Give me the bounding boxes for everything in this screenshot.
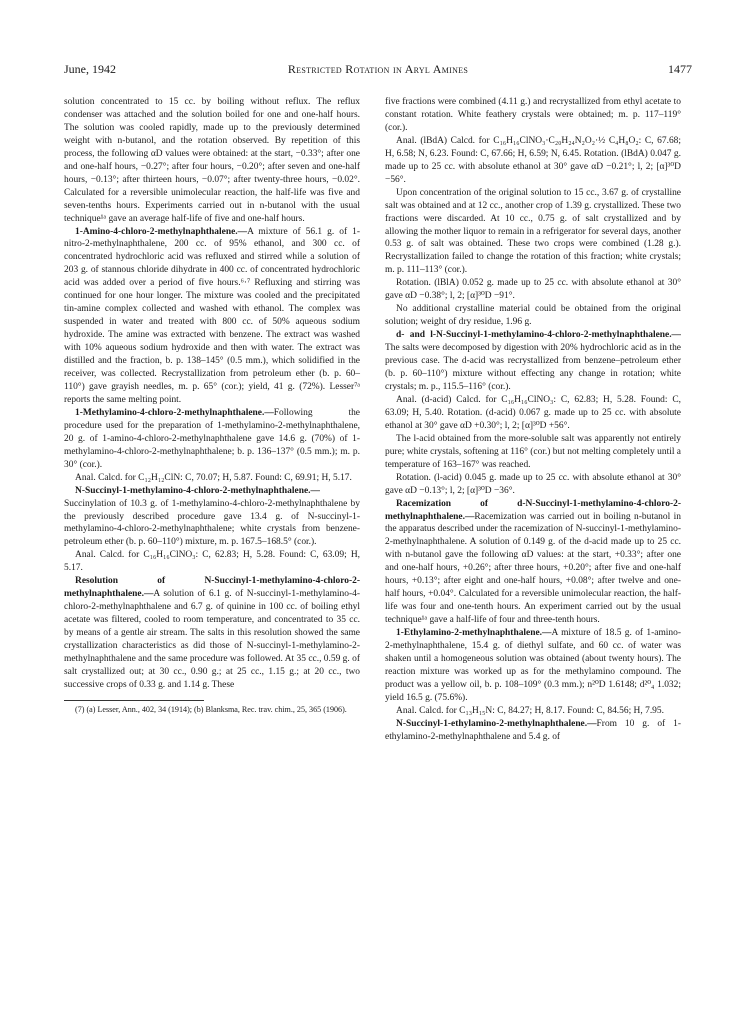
paragraph: Rotation. (lBlA) 0.052 g. made up to 25 cc. with absolute ethanol at 30° gave αD −0.38°; l, 2; [α]³⁰D −91°. — [385, 278, 681, 302]
paragraph: 1-Methylamino-4-chloro-2-methylnaphthalene.—Following the procedure used for the preparation of 1-methylamino-2-methylnaphthalene, 20 g. of 1-amino-4-chloro-2-methylnaphthalene gave 14.6 g. (70%) of 1-methylamino-4-chloro-2-methylnaphthalene; b. p. 136–137° (0.5 mm.); m. p. 30° (cor.). — [64, 407, 360, 470]
paragraph: five fractions were combined (4.11 g.) and recrystallized from ethyl acetate to constant rotation. White feathery crystals were obtained; m. p. 117–119° (cor.). — [385, 97, 681, 133]
paragraph: Anal. (lBdA) Calcd. for C₁₆H₁₆ClNO₃·C₂₀H₂₄N₂O₂·½ C₄H₈O₂: C, 67.68; H, 6.58; N, 6.23. Found: C, 67.66; H, 6.59; N, 6.45. Rotation. (lBdA) 0.047 g. made up to 25 cc. with absolute ethanol at 30° gave αD −0.21°; l, 2; [α]³⁰D −56°. — [385, 135, 681, 185]
running-title: Restricted Rotation in Aryl Amines — [287, 62, 469, 76]
left-column — [64, 96, 360, 715]
paragraph: 1-Ethylamino-2-methylnaphthalene.—A mixture of 18.5 g. of 1-amino-2-methylnaphthalene, 15.4 g. of diethyl sulfate, and 60 cc. of water was shaken until a homogeneous solution was obtained (about twenty hours). The reaction mixture was worked up as for the methylamino compound. The product was a yellow oil, b. p. 108–109° (0.3 mm.); n²⁰D 1.6148; d²⁰₄ 1.032; yield 16.5 g. (75.6%). — [385, 628, 681, 703]
paragraph: 1-Amino-4-chloro-2-methylnaphthalene.—A mixture of 56.1 g. of 1-nitro-2-methylnaphthalene, 200 cc. of 95% ethanol, and 300 cc. of concentrated hydrochloric acid was refluxed and stirred while a solution of 203 g. of stannous chloride dihydrate in 400 cc. of concentrated hydrochloric acid was added over a period of five hours.⁶·⁷ Refluxing and stirring was continued for one hour longer. The mixture was cooled and the precipitated tin-amine complex collected and washed with ethanol. The complex was suspended in water and treated with 800 cc. of 50% aqueous sodium hydroxide. The amine was extracted with benzene. The extract was washed with 10% aqueous sodium hydroxide and then with water. The extract was distilled and the fraction, b. p. 138–145° (0.5 mm.), which solidified in the receiver, was collected. Recrystallization from petroleum ether (b. p. 60–110°) gave grayish needles, m. p. 65° (cor.); yield, 41 g. (72%). Lesser⁷ᵃ reports the same melting point. — [64, 226, 360, 405]
header-date: June, 1942 — [64, 62, 116, 76]
paragraph: The l-acid obtained from the more-soluble salt was apparently not entirely pure; white crystals, softening at 116° (cor.) but not melting completely until a temperature of 163–167° was reached. — [385, 433, 681, 470]
footnote: (7) (a) Lesser, Ann., 402, 34 (1914); (b) Blanksma, Rec. trav. chim., 25, 365 (1906). — [75, 704, 347, 714]
right-column — [385, 96, 681, 744]
paragraph: Anal. (d-acid) Calcd. for C₁₆H₁₆ClNO₃: C, 62.83; H, 5.28. Found: C, 63.09; H, 5.40. Rotation. (d-acid) 0.067 g. made up to 25 cc. with absolute ethanol at 30° gave αD +0.30°; l, 2; [α]³⁰D +56°. — [385, 394, 681, 431]
paragraph: Rotation. (l-acid) 0.045 g. made up to 25 cc. with absolute ethanol at 30° gave αD −0.13°; l, 2; [α]³⁰D −36°. — [385, 472, 681, 496]
paragraph: N-Succinyl-1-methylamino-4-chloro-2-methylnaphthalene.—Succinylation of 10.3 g. of 1-methylamino-4-chloro-2-methylnaphthalene by the previously described procedure gave 13.4 g. of N-succinyl-1-methylamino-4-chloro-2-methylnaphthalene; white crystals from benzene-petroleum ether (b. p. 60–110°) mixture, m. p. 167.5–168.5° (cor.). — [64, 485, 360, 548]
paragraph: No additional crystalline material could be obtained from the original solution; weight of dry residue, 1.96 g. — [385, 304, 681, 328]
paragraph: Anal. Calcd. for C₁₂H₁₂ClN: C, 70.07; H, 5.87. Found: C, 69.91; H, 5.17. — [75, 472, 352, 483]
paragraph: Upon concentration of the original solution to 15 cc., 3.67 g. of crystalline salt was obtained and at 12 cc., another crop of 1.39 g. crystallized. These two fractions were discarded. At 10 cc., 0.75 g. of salt crystallized and by allowing the mother liquor to remain in a refrigerator for several days, another 0.53 g. of salt was obtained. These two crops were combined (1.28 g.). Recrystallization failed to change the rotation of this fraction; white crystals; m. p. 111–113° (cor.). — [385, 187, 681, 276]
paragraph: d- and l-N-Succinyl-1-methylamino-4-chloro-2-methylnaphthalene.—The salts were decomposed by digestion with 20% hydrochloric acid as in the previous case. The d-acid was recrystallized from benzene–petroleum ether (b. p. 60–110°) mixture without effecting any change in rotation; white crystals; m. p., 115.5–116° (cor.). — [385, 330, 681, 392]
paragraph: Anal. Calcd. for C₁₆H₁₆ClNO₃: C, 62.83; H, 5.28. Found: C, 63.09; H, 5.17. — [64, 550, 360, 574]
paragraph: Anal. Calcd. for C₁₃H₁₅N: C, 84.27; H, 8.17. Found: C, 84.56; H, 7.95. — [396, 705, 664, 716]
paragraph: N-Succinyl-1-ethylamino-2-methylnaphthalene.—From 10 g. of 1-ethylamino-2-methylnaphthalene and 5.4 g. of — [385, 718, 681, 742]
page-number: 1477 — [668, 62, 692, 76]
page-header — [64, 62, 692, 78]
paragraph: solution concentrated to 15 cc. by boiling without reflux. The reflux condenser was attached and the solution boiled for one and one-half hours. The solution was cooled rapidly, made up to the previously determined weight with n-butanol, and the rotation observed. By repetition of this process, the following αD values were obtained: at the start, −0.33°; after one and one-half hours, −0.27°; after four hours, −0.20°; after seven and one-half hours, −0.13°; after thirteen hours, −0.07°; after twenty-three hours, −0.02°. Calculated for a reversible unimolecular reaction, the half-life was five and seven-tenths hours. Experiments carried out in n-butanol with the usual technique¹ᵃ gave an average half-life of five and one-half hours. — [64, 97, 360, 224]
paragraph: Resolution of N-Succinyl-1-methylamino-4-chloro-2-methylnaphthalene.—A solution of 6.1 g. of N-succinyl-1-methylamino-4-chloro-2-methylnaphthalene and 6.7 g. of quinine in 100 cc. of boiling ethyl acetate was filtered, cooled to room temperature, and concentrated to 35 cc. by means of a gentle air stream. The salts in this resolution showed the same crystallization characteristics as did those of N-succinyl-1-methylamino-2-methylnaphthalene and the same procedure was followed. At 35 cc., 0.59 g. of salt crystallized out; at 30 cc., 0.90 g.; at 25 cc., 1.15 g.; at 20 cc., two successive crops of 0.33 g. and 1.14 g. These — [64, 576, 360, 690]
paragraph: Racemization of d-N-Succinyl-1-methylamino-4-chloro-2-methylnaphthalene.—Racemization was carried out in boiling n-butanol in the apparatus described under the racemization of N-succinyl-1-methylamino-2-methylnaphthalene. A solution of 0.149 g. of the d-acid made up to 25 cc. with n-butanol gave the following αD values: at the start, +0.33°; after one and one-half hours, +0.26°; after three hours, +0.20°; after five and one-half hours, +0.13°; after eight and one-half hours, +0.08°; after twelve and one-half hours, +0.04°. Calculated for a reversible unimolecular reaction, the half-life was four and one-tenth hours. An experiment carried out by the usual technique¹ᵃ gave a half-life of four and three-tenth hours. — [385, 498, 681, 626]
footnote-divider — [64, 700, 204, 701]
